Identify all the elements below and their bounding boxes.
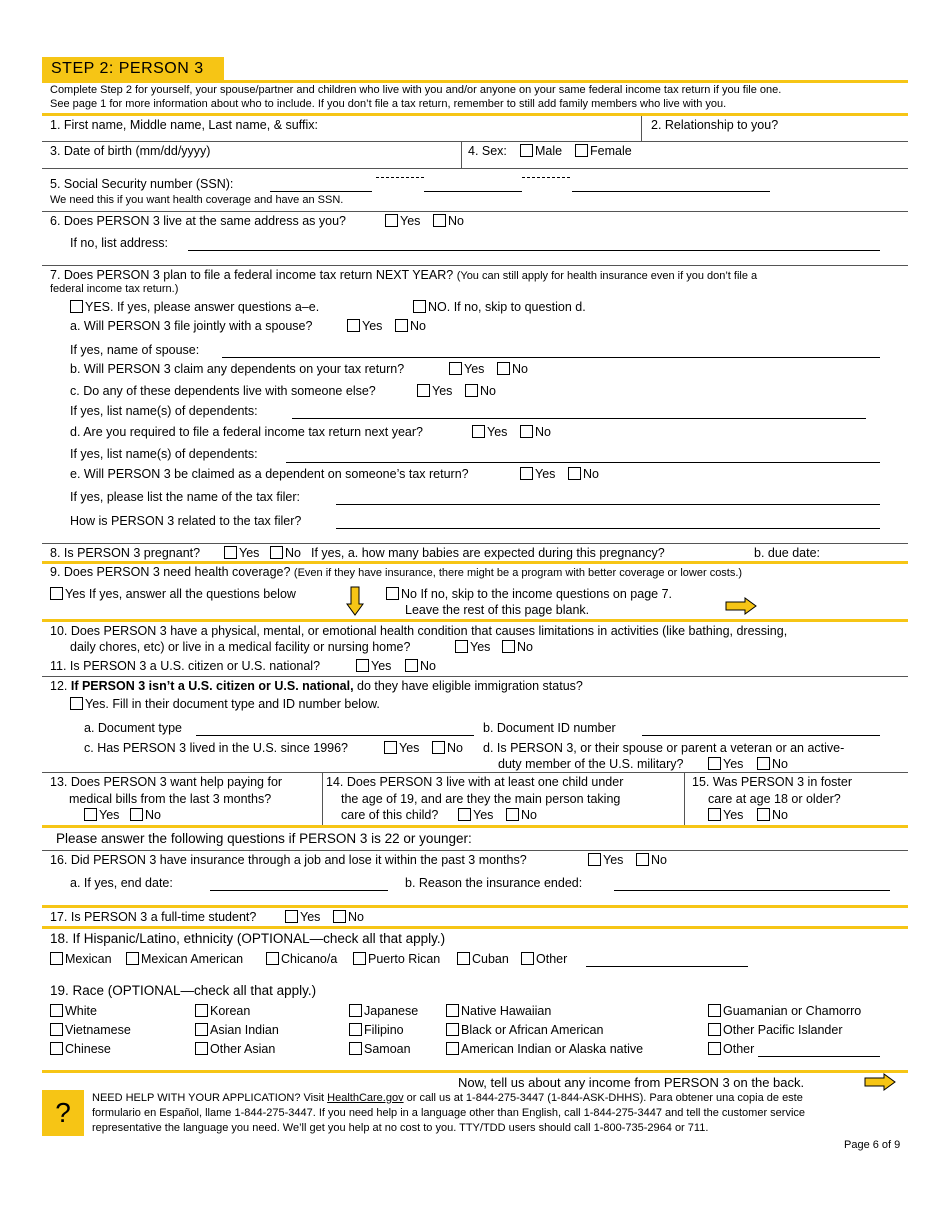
q13-no-option[interactable] (130, 808, 161, 822)
q8-due-label: b. due date: (754, 546, 821, 560)
q18-label: 18. If Hispanic/Latino, ethnicity (OPTIONAL—check all that apply.) (50, 931, 446, 946)
q12c-no-option[interactable] (432, 741, 463, 755)
intro-line-2: See page 1 for more information about who to include. If you don’t file a tax return, remember to still add family members who live with you. (50, 98, 727, 110)
q13-line-1: 13. Does PERSON 3 want help paying for (50, 775, 283, 789)
race-other-field[interactable] (758, 1056, 880, 1057)
option-label: Puerto Rican (368, 952, 441, 966)
checkbox[interactable] (386, 587, 399, 600)
checkbox[interactable] (70, 697, 83, 710)
intro-line-1: Complete Step 2 for yourself, your spouse/partner and children who live with you and/or anyone on your same federal income tax return if you file one. (50, 84, 782, 96)
q12-number: 12. (50, 679, 71, 693)
option-label: American Indian or Alaska native (461, 1042, 644, 1056)
option-label: No (772, 757, 788, 771)
row-rule (42, 543, 908, 544)
option-label: No (583, 467, 599, 481)
q6-sub-label: If no, list address: (70, 236, 168, 250)
divider (461, 141, 462, 168)
q12c-label: c. Has PERSON 3 lived in the U.S. since 1996? (84, 741, 349, 755)
q3-label: 3. Date of birth (mm/dd/yyyy) (50, 144, 211, 158)
spouse-name-field[interactable] (222, 357, 880, 358)
checkbox[interactable] (353, 952, 366, 965)
q7b-no-option[interactable] (497, 362, 528, 376)
q7d-yes-option[interactable] (472, 425, 507, 439)
section-rule (42, 825, 908, 828)
section-title: STEP 2: PERSON 3 (42, 57, 224, 81)
help-line-1 (92, 1092, 803, 1104)
option-label: YES. If yes, please answer questions a–e. (85, 300, 320, 314)
option-label: Guamanian or Chamorro (723, 1004, 862, 1018)
option-label: Yes (603, 853, 624, 867)
q7a-sub-label: If yes, name of spouse: (70, 343, 200, 357)
ethnicity-other[interactable] (521, 952, 567, 966)
dependents-field-2[interactable] (286, 462, 880, 463)
race-black[interactable] (446, 1023, 603, 1037)
q15-line-1: 15. Was PERSON 3 in foster (692, 775, 853, 789)
q14-no-option[interactable] (506, 808, 537, 822)
checkbox[interactable] (636, 853, 649, 866)
q12b-label: b. Document ID number (483, 721, 616, 735)
option-label: Vietnamese (65, 1023, 131, 1037)
ssn-part-3-field[interactable] (572, 191, 770, 192)
q11-label: 11. Is PERSON 3 a U.S. citizen or U.S. national? (50, 659, 321, 673)
option-label: Yes If yes, answer all the questions below (65, 587, 296, 601)
checkbox[interactable] (385, 214, 398, 227)
q13-line-2: medical bills from the last 3 months? (69, 792, 272, 806)
arrow-down-icon (346, 586, 364, 616)
help-line-2: formulario en Español, llame 1-844-275-3447. If you need help in a language other than English, call 1-844-275-3447 and tell the customer service (92, 1107, 806, 1119)
race-samoan[interactable] (349, 1042, 411, 1056)
q12-emphasis: If PERSON 3 isn’t a U.S. citizen or U.S. national, (70, 679, 354, 693)
q7c-yes-option[interactable] (417, 384, 452, 398)
q14-line-2: the age of 19, and are they the main person taking (341, 792, 621, 806)
checkbox[interactable] (472, 425, 485, 438)
option-label: No (517, 640, 533, 654)
checkbox[interactable] (270, 546, 283, 559)
race-american-indian[interactable] (446, 1042, 643, 1056)
section-rule (42, 905, 908, 908)
arrow-right-icon (725, 597, 757, 615)
option-label: Yes (470, 640, 491, 654)
q12d-yes-option[interactable] (708, 757, 743, 771)
race-native-hawaiian[interactable] (446, 1004, 551, 1018)
q14-line-1: 14. Does PERSON 3 live with at least one child under (326, 775, 624, 789)
option-label: Other Asian (210, 1042, 276, 1056)
checkbox[interactable] (195, 1042, 208, 1055)
option-label: Cuban (472, 952, 509, 966)
q10-line-2: daily chores, etc) or live in a medical facility or nursing home? (70, 640, 411, 654)
checkbox[interactable] (455, 640, 468, 653)
checkbox[interactable] (446, 1023, 459, 1036)
option-label: Native Hawaiian (461, 1004, 552, 1018)
q14-line-3: care of this child? (341, 808, 439, 822)
option-label: No (512, 362, 528, 376)
help-line-3: representative the language you need. We’ll get you help at no cost to you. TTY/TDD users should call 1-800-735-2964 or 711. (92, 1122, 709, 1134)
q6-yes-option[interactable] (385, 214, 420, 228)
q4-female-label: Female (590, 144, 632, 158)
checkbox[interactable] (433, 214, 446, 227)
checkbox[interactable] (465, 384, 478, 397)
checkbox[interactable] (458, 808, 471, 821)
q7e-no-option[interactable] (568, 467, 599, 481)
checkbox[interactable] (449, 362, 462, 375)
q7a-yes-option[interactable] (347, 319, 382, 333)
help-icon: ? (42, 1090, 84, 1136)
q7-label (50, 268, 757, 282)
option-label: Yes (300, 910, 321, 924)
option-label: No (420, 659, 436, 673)
race-other[interactable] (708, 1042, 754, 1056)
row-rule (42, 265, 908, 266)
end-date-field[interactable] (210, 890, 388, 891)
checkbox[interactable] (130, 808, 143, 821)
race-other-pacific-islander[interactable] (708, 1023, 843, 1037)
ethnicity-cuban[interactable] (457, 952, 509, 966)
option-label: No If no, skip to the income questions on page 7. (401, 587, 673, 601)
checkbox[interactable] (126, 952, 139, 965)
ethnicity-mexican-american[interactable] (126, 952, 243, 966)
option-label: Yes (239, 546, 260, 560)
checkbox[interactable] (195, 1004, 208, 1017)
ssn-dash (522, 177, 570, 178)
option-label: Asian Indian (210, 1023, 279, 1037)
q17-label: 17. Is PERSON 3 a full-time student? (50, 910, 257, 924)
checkbox[interactable] (708, 1042, 721, 1055)
checkbox[interactable] (266, 952, 279, 965)
q12d-line-1: d. Is PERSON 3, or their spouse or parent a veteran or an active- (483, 741, 845, 755)
ethnicity-mexican[interactable] (50, 952, 112, 966)
ethnicity-chicano[interactable] (266, 952, 337, 966)
checkbox[interactable] (708, 808, 721, 821)
ethnicity-puerto-rican[interactable] (353, 952, 440, 966)
checkbox[interactable] (708, 757, 721, 770)
checkbox[interactable] (405, 659, 418, 672)
race-japanese[interactable] (349, 1004, 418, 1018)
race-korean[interactable] (195, 1004, 250, 1018)
row-rule (42, 141, 908, 142)
option-label: Yes (723, 757, 744, 771)
q2-label: 2. Relationship to you? (651, 118, 779, 132)
checkbox[interactable] (50, 587, 63, 600)
option-label: Other (536, 952, 568, 966)
q4-male-option[interactable] (520, 144, 562, 158)
q16-no-option[interactable] (636, 853, 667, 867)
option-label: Yes (432, 384, 453, 398)
q7-title: 7. Does PERSON 3 plan to file a federal income tax return NEXT YEAR? (50, 268, 454, 282)
checkbox[interactable] (432, 741, 445, 754)
checkbox[interactable] (520, 467, 533, 480)
q12d-no-option[interactable] (757, 757, 788, 771)
next-page-note: Now, tell us about any income from PERSON 3 on the back. (458, 1075, 805, 1090)
q7-no-option[interactable] (413, 300, 586, 314)
q12d-line-2: duty member of the U.S. military? (498, 757, 684, 771)
checkbox[interactable] (356, 659, 369, 672)
option-label: No (348, 910, 364, 924)
q4-label: 4. Sex: (468, 144, 507, 158)
q7b-yes-option[interactable] (449, 362, 484, 376)
q9-note: (Even if they have insurance, there might be a program with better coverage or lower costs.) (293, 567, 743, 579)
q6-no-option[interactable] (433, 214, 464, 228)
option-label: Black or African American (461, 1023, 604, 1037)
option-label: No (410, 319, 426, 333)
intro-rule (42, 113, 908, 116)
q7d-label: d. Are you required to file a federal income tax return next year? (70, 425, 423, 439)
q4-female-option[interactable] (575, 144, 632, 158)
q16a-label: a. If yes, end date: (70, 876, 173, 890)
option-label: Yes (371, 659, 392, 673)
q1-label: 1. First name, Middle name, Last name, & suffix: (50, 118, 318, 132)
q7e-sub-label-2: How is PERSON 3 related to the tax filer? (70, 514, 302, 528)
q12c-yes-option[interactable] (384, 741, 419, 755)
q7d-sub-label: If yes, list name(s) of dependents: (70, 447, 258, 461)
option-label: Samoan (364, 1042, 411, 1056)
q4-male-label: Male (535, 144, 563, 158)
q15-line-2: care at age 18 or older? (708, 792, 841, 806)
checkbox[interactable] (446, 1042, 459, 1055)
section-rule (42, 561, 908, 564)
q11-yes-option[interactable] (356, 659, 391, 673)
q7-note-2: federal income tax return.) (50, 283, 179, 295)
section-rule (42, 926, 908, 929)
divider (684, 772, 685, 825)
q6-address-field[interactable] (188, 250, 880, 251)
q7a-label: a. Will PERSON 3 file jointly with a spouse? (70, 319, 313, 333)
checkbox[interactable] (395, 319, 408, 332)
option-label: Yes. Fill in their document type and ID number below. (85, 697, 380, 711)
checkbox[interactable] (413, 300, 426, 313)
checkbox[interactable] (506, 808, 519, 821)
document-type-field[interactable] (196, 735, 474, 736)
option-label: NO. If no, skip to question d. (428, 300, 586, 314)
checkbox[interactable] (384, 741, 397, 754)
q7c-sub-label: If yes, list name(s) of dependents: (70, 404, 258, 418)
race-other-asian[interactable] (195, 1042, 275, 1056)
option-label: No (480, 384, 496, 398)
option-label: Yes (464, 362, 485, 376)
option-label: Other Pacific Islander (723, 1023, 843, 1037)
divider (641, 116, 642, 141)
checkbox[interactable] (50, 1023, 63, 1036)
option-label: Yes (487, 425, 508, 439)
q9-label (50, 565, 742, 579)
race-filipino[interactable] (349, 1023, 404, 1037)
option-label: No (535, 425, 551, 439)
q5-label: 5. Social Security number (SSN): (50, 177, 234, 191)
q10-no-option[interactable] (502, 640, 533, 654)
q14-yes-option[interactable] (458, 808, 493, 822)
q9-no-option[interactable] (386, 587, 672, 601)
checkbox[interactable] (349, 1042, 362, 1055)
checkbox[interactable] (757, 808, 770, 821)
q8-no-option[interactable] (270, 546, 301, 560)
q12-text: do they have eligible immigration status? (353, 679, 583, 693)
option-label: Yes (99, 808, 120, 822)
checkbox[interactable] (349, 1004, 362, 1017)
option-label: Yes (535, 467, 556, 481)
header-rule (42, 80, 908, 83)
q17-yes-option[interactable] (285, 910, 320, 924)
checkbox[interactable] (224, 546, 237, 559)
q15-no-option[interactable] (757, 808, 788, 822)
q19-label: 19. Race (OPTIONAL—check all that apply.) (50, 983, 317, 998)
q7c-no-option[interactable] (465, 384, 496, 398)
page-number: Page 6 of 9 (844, 1139, 901, 1151)
race-white[interactable] (50, 1004, 97, 1018)
row-rule (42, 772, 908, 773)
q7b-label: b. Will PERSON 3 claim any dependents on your tax return? (70, 362, 405, 376)
option-label: Yes (399, 741, 420, 755)
q12-yes-option[interactable] (70, 697, 380, 711)
q10-yes-option[interactable] (455, 640, 490, 654)
checkbox[interactable] (195, 1023, 208, 1036)
q7e-label: e. Will PERSON 3 be claimed as a dependent on someone’s tax return? (70, 467, 469, 481)
q6-label: 6. Does PERSON 3 live at the same address as you? (50, 214, 346, 228)
checkbox[interactable] (457, 952, 470, 965)
q7-note: (You can still apply for health insurance even if you don’t file a (456, 270, 758, 282)
option-label: Mexican American (141, 952, 244, 966)
under-22-heading: Please answer the following questions if PERSON 3 is 22 or younger: (56, 831, 472, 846)
option-label: No (772, 808, 788, 822)
row-rule (42, 168, 908, 169)
section-rule (42, 619, 908, 622)
q10-line-1: 10. Does PERSON 3 have a physical, mental, or emotional health condition that causes limitations in activities (like bathing, dressing, (50, 624, 788, 638)
option-label: Chinese (65, 1042, 111, 1056)
q9-yes-option[interactable] (50, 587, 296, 601)
q8-yes-option[interactable] (224, 546, 259, 560)
race-chinese[interactable] (50, 1042, 111, 1056)
row-rule (42, 850, 908, 851)
q16-label: 16. Did PERSON 3 have insurance through a job and lose it within the past 3 months? (50, 853, 527, 867)
checkbox[interactable] (349, 1023, 362, 1036)
race-vietnamese[interactable] (50, 1023, 131, 1037)
option-label: Filipino (364, 1023, 404, 1037)
q13-yes-option[interactable] (84, 808, 119, 822)
q7-yes-option[interactable] (70, 300, 319, 314)
option-label: Other (723, 1042, 755, 1056)
option-label: Japanese (364, 1004, 419, 1018)
checkbox[interactable] (417, 384, 430, 397)
q7c-label: c. Do any of these dependents live with someone else? (70, 384, 376, 398)
ssn-dash (376, 177, 424, 178)
q9-title: 9. Does PERSON 3 need health coverage? (50, 565, 291, 579)
q15-yes-option[interactable] (708, 808, 743, 822)
divider (322, 772, 323, 825)
race-asian-indian[interactable] (195, 1023, 279, 1037)
option-label: Yes (723, 808, 744, 822)
q12a-label: a. Document type (84, 721, 182, 735)
option-label: No (447, 741, 463, 755)
option-label: Korean (210, 1004, 251, 1018)
checkbox[interactable] (84, 808, 97, 821)
option-label: Yes (362, 319, 383, 333)
help-text: or call us at 1-844-275-3447 (1-844-ASK-DHHS). Para obtener una copia de este (403, 1092, 803, 1104)
q7e-sub-label-1: If yes, please list the name of the tax filer: (70, 490, 300, 504)
checkbox[interactable] (502, 640, 515, 653)
checkbox[interactable] (50, 1004, 63, 1017)
section-rule (42, 1070, 908, 1073)
checkbox[interactable] (520, 425, 533, 438)
option-label: No (145, 808, 161, 822)
tax-filer-relation-field[interactable] (336, 528, 880, 529)
checkbox[interactable] (708, 1004, 721, 1017)
checkbox[interactable] (333, 910, 346, 923)
checkbox[interactable] (347, 319, 360, 332)
checkbox[interactable] (575, 144, 588, 157)
checkbox[interactable] (588, 853, 601, 866)
insurance-reason-field[interactable] (614, 890, 890, 891)
document-id-field[interactable] (642, 735, 880, 736)
q7a-no-option[interactable] (395, 319, 426, 333)
checkbox[interactable] (521, 952, 534, 965)
q8-sub-label: If yes, a. how many babies are expected during this pregnancy? (311, 546, 665, 560)
checkbox[interactable] (50, 952, 63, 965)
arrow-right-icon (864, 1073, 896, 1091)
q5-note: We need this if you want health coverage and have an SSN. (50, 194, 344, 206)
q16b-label: b. Reason the insurance ended: (405, 876, 583, 890)
q11-no-option[interactable] (405, 659, 436, 673)
dependents-field[interactable] (292, 418, 866, 419)
ssn-part-1-field[interactable] (270, 191, 372, 192)
option-label: No (521, 808, 537, 822)
checkbox[interactable] (708, 1023, 721, 1036)
help-text: NEED HELP WITH YOUR APPLICATION? Visit (92, 1092, 328, 1104)
option-label: No (285, 546, 301, 560)
checkbox[interactable] (446, 1004, 459, 1017)
option-label: No (448, 214, 464, 228)
option-label: White (65, 1004, 97, 1018)
option-label: Yes (400, 214, 421, 228)
q9-no-note: Leave the rest of this page blank. (405, 603, 590, 617)
tax-filer-name-field[interactable] (336, 504, 880, 505)
option-label: Yes (473, 808, 494, 822)
q7e-yes-option[interactable] (520, 467, 555, 481)
checkbox[interactable] (520, 144, 533, 157)
ssn-part-2-field[interactable] (424, 191, 522, 192)
q12-label (50, 679, 583, 693)
checkbox[interactable] (70, 300, 83, 313)
q8-label: 8. Is PERSON 3 pregnant? (50, 546, 201, 560)
checkbox[interactable] (50, 1042, 63, 1055)
row-rule (42, 211, 908, 212)
checkbox[interactable] (568, 467, 581, 480)
row-rule (42, 676, 908, 677)
q17-no-option[interactable] (333, 910, 364, 924)
option-label: No (651, 853, 667, 867)
option-label: Chicano/a (281, 952, 338, 966)
option-label: Mexican (65, 952, 112, 966)
q16-yes-option[interactable] (588, 853, 623, 867)
ethnicity-other-field[interactable] (586, 966, 748, 967)
race-guamanian[interactable] (708, 1004, 861, 1018)
checkbox[interactable] (285, 910, 298, 923)
healthcare-gov-link[interactable]: HealthCare.gov (327, 1092, 404, 1104)
checkbox[interactable] (757, 757, 770, 770)
q7d-no-option[interactable] (520, 425, 551, 439)
checkbox[interactable] (497, 362, 510, 375)
